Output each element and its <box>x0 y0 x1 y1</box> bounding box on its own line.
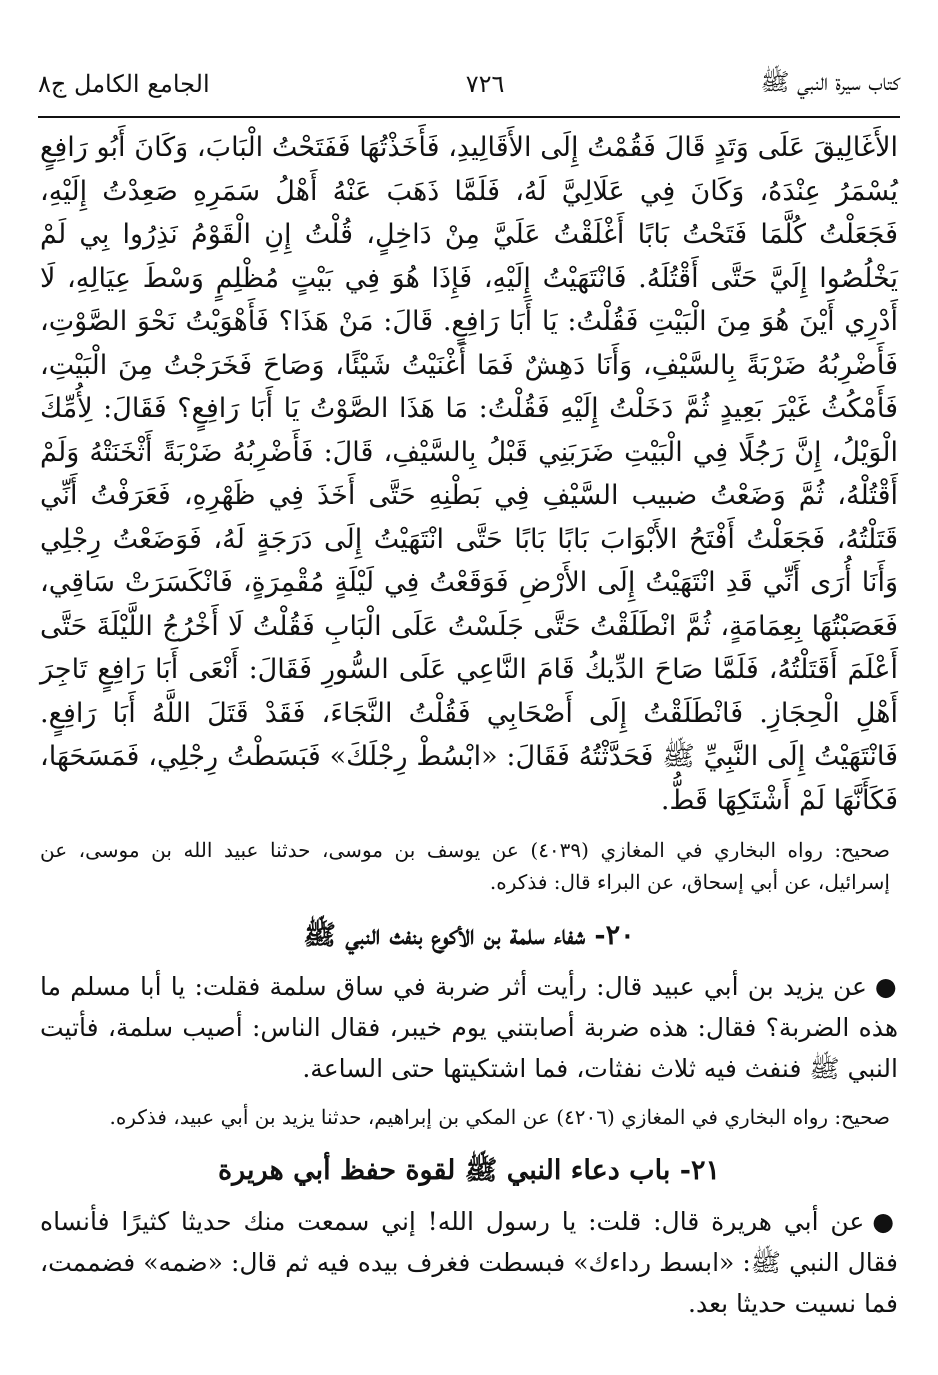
page-header <box>38 62 900 106</box>
section-21-title: ٢١- باب دعاء النبي ﷺ لقوة حفظ أبي هريرة <box>218 1155 720 1186</box>
section-21-text: عن أبي هريرة قال: قلت: يا رسول الله! إني سمعت منك حديثا كثيرًا فأنساه فقال النبي ﷺ: «ابسط رداءك» فبسطت فغرف بيده فيه ثم قال: «ضمه» فضممت، فما نسيت حديثا بعد. <box>40 1207 898 1318</box>
header-chapter-title: كتاب سيرة النبي ﷺ <box>760 67 900 96</box>
header-book-volume: الجامع الكامل ج٨ <box>38 70 210 98</box>
hadith-text: الأَغَالِيقَ عَلَى وَتَدٍ قَالَ فَقُمْتُ إِلَى الأَقَالِيدِ، فَأَخَذْتُهَا فَفَتَحْتُ الْبَابَ، وَكَانَ أَبُو رَافِعٍ يُسْمَرُ عِنْدَهُ، وَكَانَ فِي عَلَالِيَّ لَهُ، فَلَمَّا ذَهَبَ عَنْهُ أَهْلُ سَمَرِهِ صَعِدْتُ إِلَيْهِ، فَجَعَلْتُ كُلَّمَا فَتَحْتُ بَابًا أَغْلَقْتُ عَلَيَّ مِنْ دَاخِلٍ، قُلْتُ إِنِ الْقَوْمُ نَذِرُوا بِي لَمْ يَخْلُصُوا إِلَيَّ حَتَّى أَقْتُلَهُ. فَانْتَهَيْتُ إِلَيْهِ، فَإِذَا هُوَ فِي بَيْتٍ مُظْلِمٍ وَسْطَ عِيَالِهِ، لَا أَدْرِي أَيْنَ هُوَ مِنَ الْبَيْتِ فَقُلْتُ: يَا أَبَا رَافِعٍ. قَالَ: مَنْ هَذَا؟ فَأَهْوَيْتُ نَحْوَ الصَّوْتِ، فَأَضْرِبُهُ ضَرْبَةً بِالسَّيْفِ، وَأَنَا دَهِشٌ فَمَا أَغْنَيْتُ شَيْئًا، وَصَاحَ فَخَرَجْتُ مِنَ الْبَيْتِ، فَأَمْكُثُ غَيْرَ بَعِيدٍ ثُمَّ دَخَلْتُ إِلَيْهِ فَقُلْتُ: مَا هَذَا الصَّوْتُ يَا أَبَا رَافِعٍ؟ فَقَالَ: لِأُمِّكَ الْوَيْلُ، إِنَّ رَجُلًا فِي الْبَيْتِ ضَرَبَنِي قَبْلُ بِالسَّيْفِ، قَالَ: فَأَضْرِبُهُ ضَرْبَةً أَثْخَنَتْهُ وَلَمْ أَقْتُلْهُ، ثُمَّ وَضَعْتُ ضبيب السَّيْفِ فِي بَطْنِهِ حَتَّى أَخَذَ فِي ظَهْرِهِ، فَعَرَفْتُ أَنِّي قَتَلْتُهُ، فَجَعَلْتُ أَفْتَحُ الأَبْوَابَ بَابًا بَابًا حَتَّى انْتَهَيْتُ إِلَى دَرَجَةٍ لَهُ، فَوَضَعْتُ رِجْلِي وَأَنَا أُرَى أَنِّي قَدِ انْتَهَيْتُ إِلَى الأَرْضِ فَوَقَعْتُ فِي لَيْلَةٍ مُقْمِرَةٍ، فَانْكَسَرَتْ سَاقِي، فَعَصَبْتُهَا بِعِمَامَةٍ، ثُمَّ انْطَلَقْتُ حَتَّى جَلَسْتُ عَلَى الْبَابِ فَقُلْتُ لَا أَخْرُجُ اللَّيْلَةَ حَتَّى أَعْلَمَ أَقَتَلْتُهُ، فَلَمَّا صَاحَ الدِّيكُ قَامَ النَّاعِي عَلَى السُّورِ فَقَالَ: أَنْعَى أَبَا رَافِعٍ تَاجِرَ أَهْلِ الْحِجَازِ. فَانْطَلَقْتُ إِلَى أَصْحَابِي فَقُلْتُ النَّجَاءَ، فَقَدْ قَتَلَ اللَّهُ أَبَا رَافِعٍ. فَانْتَهَيْتُ إِلَى النَّبِيِّ ﷺ فَحَدَّثْتُهُ فَقَالَ: «ابْسُطْ رِجْلَكَ» فَبَسَطْتُ رِجْلِي، فَمَسَحَهَا، فَكَأَنَّهَا لَمْ أَشْتَكِهَا قَطُّ. <box>40 132 899 816</box>
page-number: ٧٢٦ <box>465 70 505 98</box>
bullet-icon: ● <box>872 1207 898 1236</box>
header-divider <box>38 116 900 118</box>
section-20-paragraph <box>40 966 898 1089</box>
section-20-title: ٢٠- شفاء سلمة بن الأكوع بنفث النبي ﷺ <box>303 920 635 951</box>
hadith-grading-note: صحيح: رواه البخاري في المغازي (٤٠٣٩) عن يوسف بن موسى، حدثنا عبيد الله بن موسى، عن إسرائيل، عن أبي إسحاق، عن البراء قال: فذكره. <box>40 838 890 894</box>
section-20-text: عن يزيد بن أبي عبيد قال: رأيت أثر ضربة في ساق سلمة فقلت: يا أبا مسلم ما هذه الضربة؟ فقال: هذه ضربة أصابتني يوم خيبر، فقال الناس: أصيب سلمة، فأتيت النبي ﷺ فنفث فيه ثلاث نفثات، فما اشتكيتها حتى الساعة. <box>40 972 898 1083</box>
section-20-grading-note: صحيح: رواه البخاري في المغازي (٤٢٠٦) عن المكي بن إبراهيم، حدثنا يزيد بن أبي عبيد، فذكره. <box>109 1105 890 1129</box>
section-21-paragraph <box>40 1201 898 1324</box>
page-body <box>40 126 898 1324</box>
bullet-icon: ● <box>874 972 898 1001</box>
